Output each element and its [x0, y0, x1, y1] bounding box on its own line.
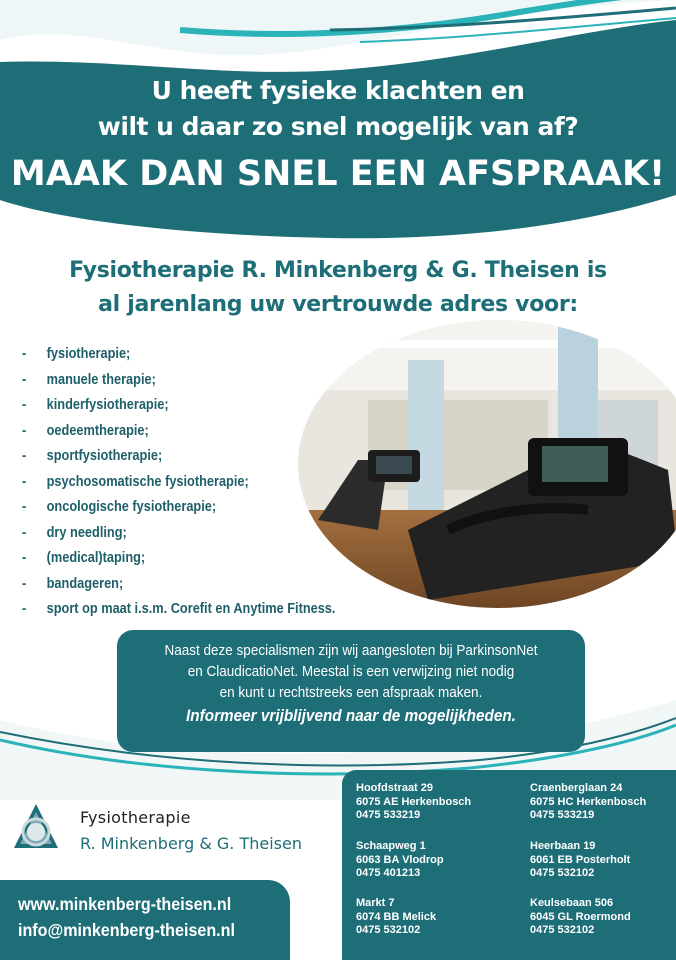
info-line-2: en ClaudicatioNet. Meestal is een verwijzing niet nodig — [187, 663, 515, 680]
list-bullet: - — [22, 371, 27, 388]
list-bullet: - — [22, 601, 27, 617]
location-card — [530, 897, 631, 938]
location-street: Heerbaan 19 — [530, 840, 596, 852]
location-city: 6045 GL Roermond — [530, 910, 631, 923]
location-phone: 0475 532102 — [356, 924, 421, 936]
location-card — [530, 782, 646, 823]
service-label: dry needling; — [46, 524, 127, 541]
list-item — [22, 444, 335, 470]
service-label: fysiotherapie; — [46, 346, 131, 362]
triangle-circle-logo-icon — [12, 802, 66, 852]
location-street: Markt 7 — [356, 897, 395, 909]
location-city: 6075 AE Herkenbosch — [356, 795, 472, 808]
headline-line-2: wilt u daar zo snel mogelijk van af? — [97, 112, 579, 141]
location-city: 6075 HC Herkenbosch — [530, 795, 647, 808]
service-label: kinderfysiotherapie; — [46, 397, 169, 413]
location-street: Craenberglaan 24 — [530, 782, 623, 794]
info-line-3: en kunt u rechtstreeks een afspraak maken. — [219, 684, 483, 701]
list-bullet: - — [22, 499, 27, 515]
list-bullet: - — [22, 575, 27, 592]
list-bullet: - — [22, 448, 27, 464]
brand-name-line-2: R. Minkenberg & G. Theisen — [80, 834, 302, 853]
list-bullet: - — [22, 524, 27, 541]
service-label: psychosomatische fysiotherapie; — [46, 473, 249, 490]
list-bullet: - — [22, 346, 27, 362]
intro-line-1: Fysiotherapie R. Minkenberg & G. Theisen is — [69, 258, 607, 283]
list-bullet: - — [22, 397, 27, 413]
list-bullet: - — [22, 473, 27, 490]
list-item — [22, 546, 335, 572]
location-card — [530, 840, 630, 881]
locations-panel — [342, 770, 676, 960]
location-city: 6061 EB Posterholt — [530, 853, 631, 866]
service-label: (medical)taping; — [46, 550, 146, 566]
service-label: oedeemtherapie; — [46, 422, 149, 439]
list-item — [22, 393, 335, 419]
service-label: sportfysiotherapie; — [46, 448, 163, 464]
location-card — [356, 897, 436, 938]
location-city: 6074 BB Melick — [356, 910, 437, 923]
contact-panel — [0, 880, 290, 960]
location-street: Schaapweg 1 — [356, 840, 426, 852]
location-phone: 0475 401213 — [356, 867, 421, 879]
list-bullet: - — [22, 422, 27, 439]
info-line-1: Naast deze specialismen zijn wij aangesloten bij ParkinsonNet — [164, 642, 538, 659]
headline-call-to-action: MAAK DAN SNEL EEN AFSPRAAK! — [10, 154, 666, 194]
website-link[interactable]: www.minkenberg-theisen.nl — [18, 894, 232, 914]
list-item — [22, 495, 335, 521]
list-item — [22, 521, 335, 547]
location-phone: 0475 533219 — [530, 809, 595, 821]
service-label: oncologische fysiotherapie; — [46, 499, 217, 515]
list-item — [22, 470, 335, 496]
list-item — [22, 368, 335, 394]
location-city: 6063 BA Vlodrop — [356, 853, 444, 866]
location-phone: 0475 532102 — [530, 867, 595, 879]
location-card — [356, 782, 471, 823]
list-bullet: - — [22, 550, 27, 566]
service-label: manuele therapie; — [46, 371, 156, 388]
service-label: sport op maat i.s.m. Corefit en Anytime Fitness. — [46, 601, 336, 617]
list-item — [22, 572, 335, 598]
services-list — [22, 342, 378, 623]
location-phone: 0475 533219 — [356, 809, 421, 821]
location-street: Keulsebaan 506 — [530, 897, 614, 909]
info-box — [117, 630, 585, 752]
service-label: bandageren; — [46, 575, 124, 592]
email-link[interactable]: info@minkenberg-theisen.nl — [18, 920, 235, 940]
list-item — [22, 419, 335, 445]
info-call-to-action: Informeer vrijblijvend naar de mogelijkheden. — [186, 706, 516, 725]
location-street: Hoofdstraat 29 — [356, 782, 434, 794]
list-item — [22, 342, 335, 368]
intro-line-2: al jarenlang uw vertrouwde adres voor: — [98, 292, 578, 317]
location-phone: 0475 532102 — [530, 924, 595, 936]
headline-line-1: U heeft fysieke klachten en — [151, 76, 525, 105]
location-card — [356, 840, 444, 881]
brand-name-line-1: Fysiotherapie — [80, 808, 191, 827]
